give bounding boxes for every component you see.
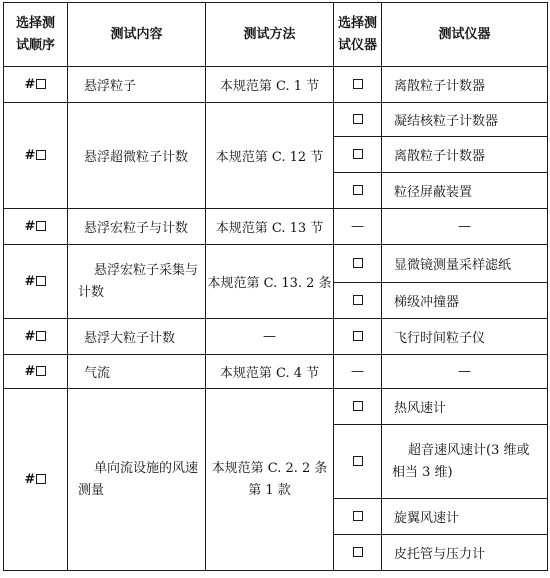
instrument-cell: 热风速计 xyxy=(382,389,548,425)
instrument-cell: 离散粒子计数器 xyxy=(382,137,548,173)
test-selection-table xyxy=(3,2,548,571)
content-cell: 悬浮粒子 xyxy=(68,67,206,103)
header-test-order: 选择测试顺序 xyxy=(4,3,68,67)
select-cell xyxy=(334,283,382,319)
select-dash: — xyxy=(334,209,382,245)
checkbox[interactable] xyxy=(353,114,363,124)
select-cell xyxy=(334,389,382,425)
select-cell xyxy=(334,245,382,283)
table-row xyxy=(4,209,548,245)
method-cell: — xyxy=(206,319,334,355)
select-cell xyxy=(334,173,382,209)
checkbox[interactable] xyxy=(36,150,46,160)
order-mark: # xyxy=(24,148,37,163)
header-row xyxy=(4,3,548,67)
method-cell: 本规范第 C. 1 节 xyxy=(206,67,334,103)
content-cell: 悬浮大粒子计数 xyxy=(68,319,206,355)
instrument-cell: 梯级冲撞器 xyxy=(382,283,548,319)
checkbox[interactable] xyxy=(353,547,363,557)
instrument-cell: 旋翼风速计 xyxy=(382,499,548,535)
instrument-cell: 皮托管与压力计 xyxy=(382,535,548,571)
checkbox[interactable] xyxy=(36,331,46,341)
select-cell xyxy=(334,425,382,499)
instrument-cell: — xyxy=(382,209,548,245)
checkbox[interactable] xyxy=(36,276,46,286)
instrument-cell: 飞行时间粒子仪 xyxy=(382,319,548,355)
order-cell xyxy=(4,209,68,245)
header-test-instrument: 测试仪器 xyxy=(382,3,548,67)
order-cell xyxy=(4,103,68,209)
method-cell: 本规范第 C. 2. 2 条第 1 款 xyxy=(206,389,334,571)
checkbox[interactable] xyxy=(36,79,46,89)
checkbox[interactable] xyxy=(36,221,46,231)
content-cell: 单向流设施的风速测量 xyxy=(68,389,206,571)
order-mark: # xyxy=(24,472,37,487)
instrument-cell: 超音速风速计(3 维或相当 3 维) xyxy=(382,425,548,499)
order-mark: # xyxy=(24,274,37,289)
order-cell xyxy=(4,245,68,319)
table-row xyxy=(4,389,548,425)
select-cell xyxy=(334,137,382,173)
method-cell: 本规范第 C. 4 节 xyxy=(206,355,334,389)
method-cell: 本规范第 C. 13. 2 条 xyxy=(206,245,334,319)
content-cell: 悬浮宏粒子采集与计数 xyxy=(68,245,206,319)
order-mark: # xyxy=(24,364,37,379)
header-test-content: 测试内容 xyxy=(68,3,206,67)
order-mark: # xyxy=(24,329,37,344)
checkbox[interactable] xyxy=(353,295,363,305)
checkbox[interactable] xyxy=(353,331,363,341)
instrument-cell: — xyxy=(382,355,548,389)
order-cell xyxy=(4,319,68,355)
checkbox[interactable] xyxy=(353,258,363,268)
table-row xyxy=(4,319,548,355)
order-mark: # xyxy=(24,77,37,92)
table-row xyxy=(4,355,548,389)
order-cell xyxy=(4,389,68,571)
header-select-instrument: 选择测试仪器 xyxy=(334,3,382,67)
checkbox[interactable] xyxy=(36,474,46,484)
method-cell: 本规范第 C. 12 节 xyxy=(206,103,334,209)
select-cell xyxy=(334,103,382,137)
checkbox[interactable] xyxy=(353,401,363,411)
select-cell xyxy=(334,535,382,571)
header-test-method: 测试方法 xyxy=(206,3,334,67)
order-mark: # xyxy=(24,219,37,234)
content-cell: 悬浮宏粒子与计数 xyxy=(68,209,206,245)
order-cell xyxy=(4,355,68,389)
checkbox[interactable] xyxy=(353,456,363,466)
table-row xyxy=(4,245,548,283)
instrument-cell: 显微镜测量采样滤纸 xyxy=(382,245,548,283)
content-cell: 气流 xyxy=(68,355,206,389)
content-cell: 悬浮超微粒子计数 xyxy=(68,103,206,209)
select-cell xyxy=(334,319,382,355)
checkbox[interactable] xyxy=(353,79,363,89)
table-row xyxy=(4,67,548,103)
select-cell xyxy=(334,499,382,535)
method-cell: 本规范第 C. 13 节 xyxy=(206,209,334,245)
checkbox[interactable] xyxy=(353,185,363,195)
instrument-cell: 粒径屏蔽装置 xyxy=(382,173,548,209)
table-row xyxy=(4,103,548,137)
order-cell xyxy=(4,67,68,103)
checkbox[interactable] xyxy=(36,366,46,376)
checkbox[interactable] xyxy=(353,511,363,521)
select-cell xyxy=(334,67,382,103)
instrument-cell: 离散粒子计数器 xyxy=(382,67,548,103)
select-dash: — xyxy=(334,355,382,389)
instrument-cell: 凝结核粒子计数器 xyxy=(382,103,548,137)
checkbox[interactable] xyxy=(353,149,363,159)
